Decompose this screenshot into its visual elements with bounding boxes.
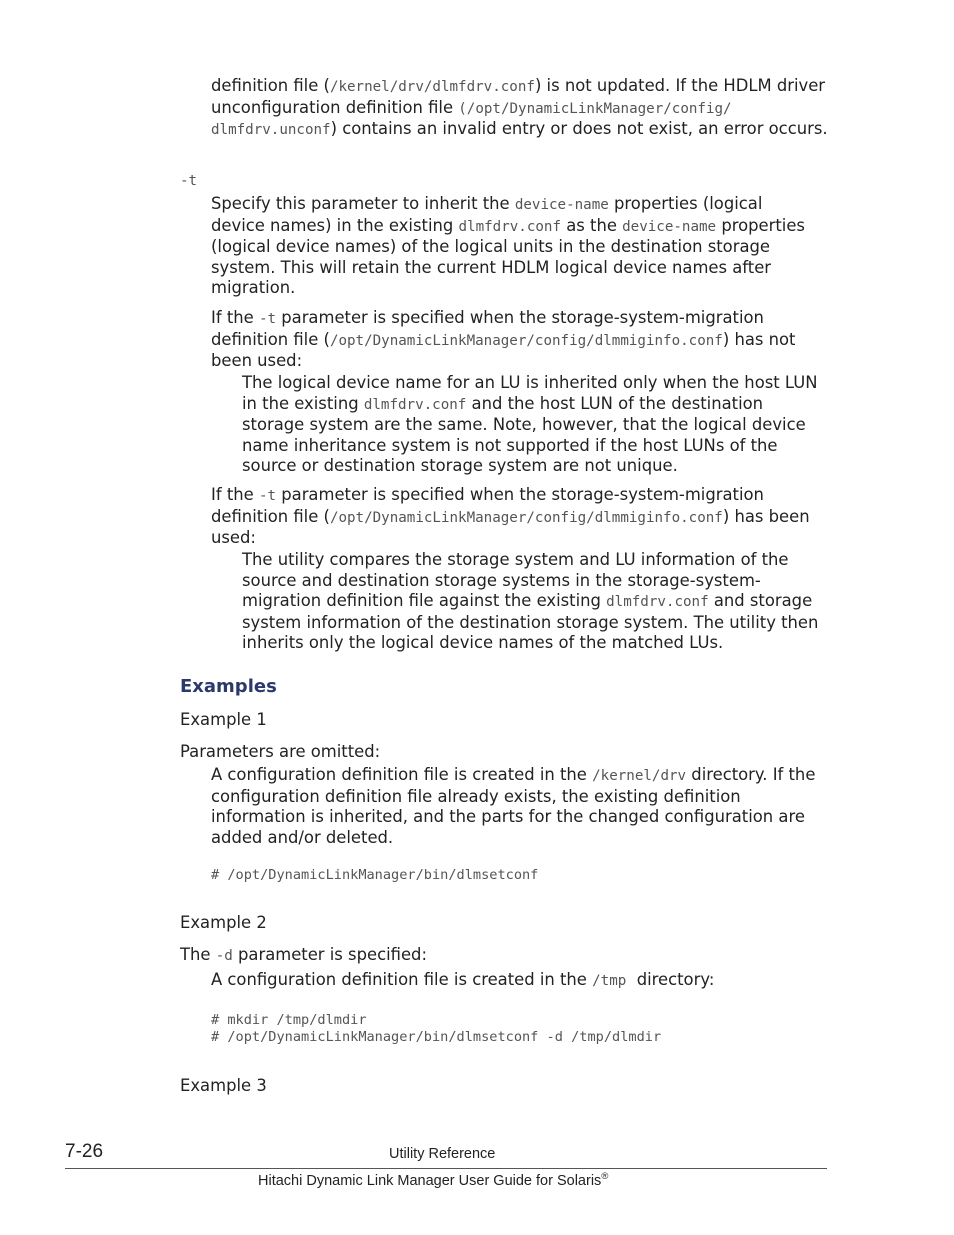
code-inline: /opt/DynamicLinkManager/config/dlmmiginfo.conf [329,332,723,349]
code-line: # /opt/DynamicLinkManager/bin/dlmsetconf [211,867,539,883]
code-inline: (/opt/DynamicLinkManager/config/ dlmfdrv.unconf [211,100,732,138]
footer-doc-title [258,1171,608,1189]
example-1-code [211,867,538,884]
text: and the host LUN of the destination storage system are the same. Note, however, that the logical device name inheritance system is not supported if the host LUNs of the source or destination storage system are not unique. [242,393,806,475]
example-3-title: Example 3 [180,1076,267,1095]
text: as the [561,215,623,235]
text: ) has not been used: [211,329,796,370]
examples-heading: Examples [180,676,277,697]
text: The logical device name for an LU is inherited only when the host LUN in the existing [242,373,818,413]
text: If the [211,308,259,327]
example-2-intro [180,945,427,967]
text: parameter is specified: [232,945,427,964]
text: parameter is specified when the storage-system-migration definition file ( [211,308,764,349]
text: If the [211,485,259,504]
param-term-t: -t [180,173,198,189]
text: directory: [626,970,715,989]
code-inline: dlmfdrv.conf [606,594,709,610]
text: ) contains an invalid entry or does not exist, an error occurs. [330,119,828,138]
code-inline: device-name [514,197,609,213]
text: definition file ( [211,76,330,95]
case-not-used-intro [211,308,831,372]
text: ) is not updated. If the HDLM driver unconfiguration definition file [211,76,826,117]
text: properties (logical device names) in the existing [211,194,763,235]
text: parameter is specified when the storage-system-migration definition file ( [211,485,764,526]
text: and storage system information of the destination storage system. The utility then inherits only the logical device names of the matched LUs. [242,591,819,652]
case-used-detail [242,550,832,654]
code-line: # mkdir /tmp/dlmdir [211,1012,367,1028]
example-1-title: Example 1 [180,710,267,729]
doc-title-text: Hitachi Dynamic Link Manager User Guide for Solaris [258,1172,602,1189]
text: A configuration definition file is created in the [211,765,593,784]
page-number: 7-26 [65,1141,104,1162]
code-inline: dlmfdrv.conf [458,218,562,235]
code-line: # /opt/DynamicLinkManager/bin/dlmsetconf -d /tmp/dlmdir [211,1029,662,1045]
example-2-description [211,970,714,992]
case-not-used-detail [242,373,830,477]
text: properties (logical device names) of the logical units in the destination storage system. This will retain the current HDLM logical device names after migration. [211,215,805,297]
code-inline: /opt/DynamicLinkManager/config/dlmmiginfo.conf [329,509,723,526]
code-inline: device-name [622,218,717,235]
continuation-paragraph [211,76,831,141]
text: Specify this parameter to inherit the [211,194,515,213]
text: A configuration definition file is created in the [211,970,593,989]
footer-section: Utility Reference [389,1146,496,1162]
code-inline: -t [258,488,277,504]
example-1-intro: Parameters are omitted: [180,742,381,761]
text: The utility compares the storage system and LU information of the source and destination storage systems in the storage-system-migration definition file against the existing [242,550,789,610]
example-2-title: Example 2 [180,913,267,932]
text: ) has been used: [211,506,810,547]
param-t-description [211,194,811,299]
code-inline: -t [258,311,277,327]
registered-mark: ® [601,1171,609,1182]
code-inline: /tmp [592,973,627,989]
code-inline: -d [215,948,233,964]
footer-divider [65,1168,827,1169]
example-1-description [211,765,821,848]
code-inline: dlmfdrv.conf [363,396,467,413]
example-2-code [211,1012,661,1046]
text: directory. If the configuration definition file already exists, the existing definition information is inherited, and the parts for the changed configuration are added and/or deleted. [211,765,816,847]
code-inline: /kernel/drv [592,768,687,784]
text: The [180,945,216,964]
code-inline: /kernel/drv/dlmfdrv.conf [329,79,535,95]
case-used-intro [211,485,831,549]
